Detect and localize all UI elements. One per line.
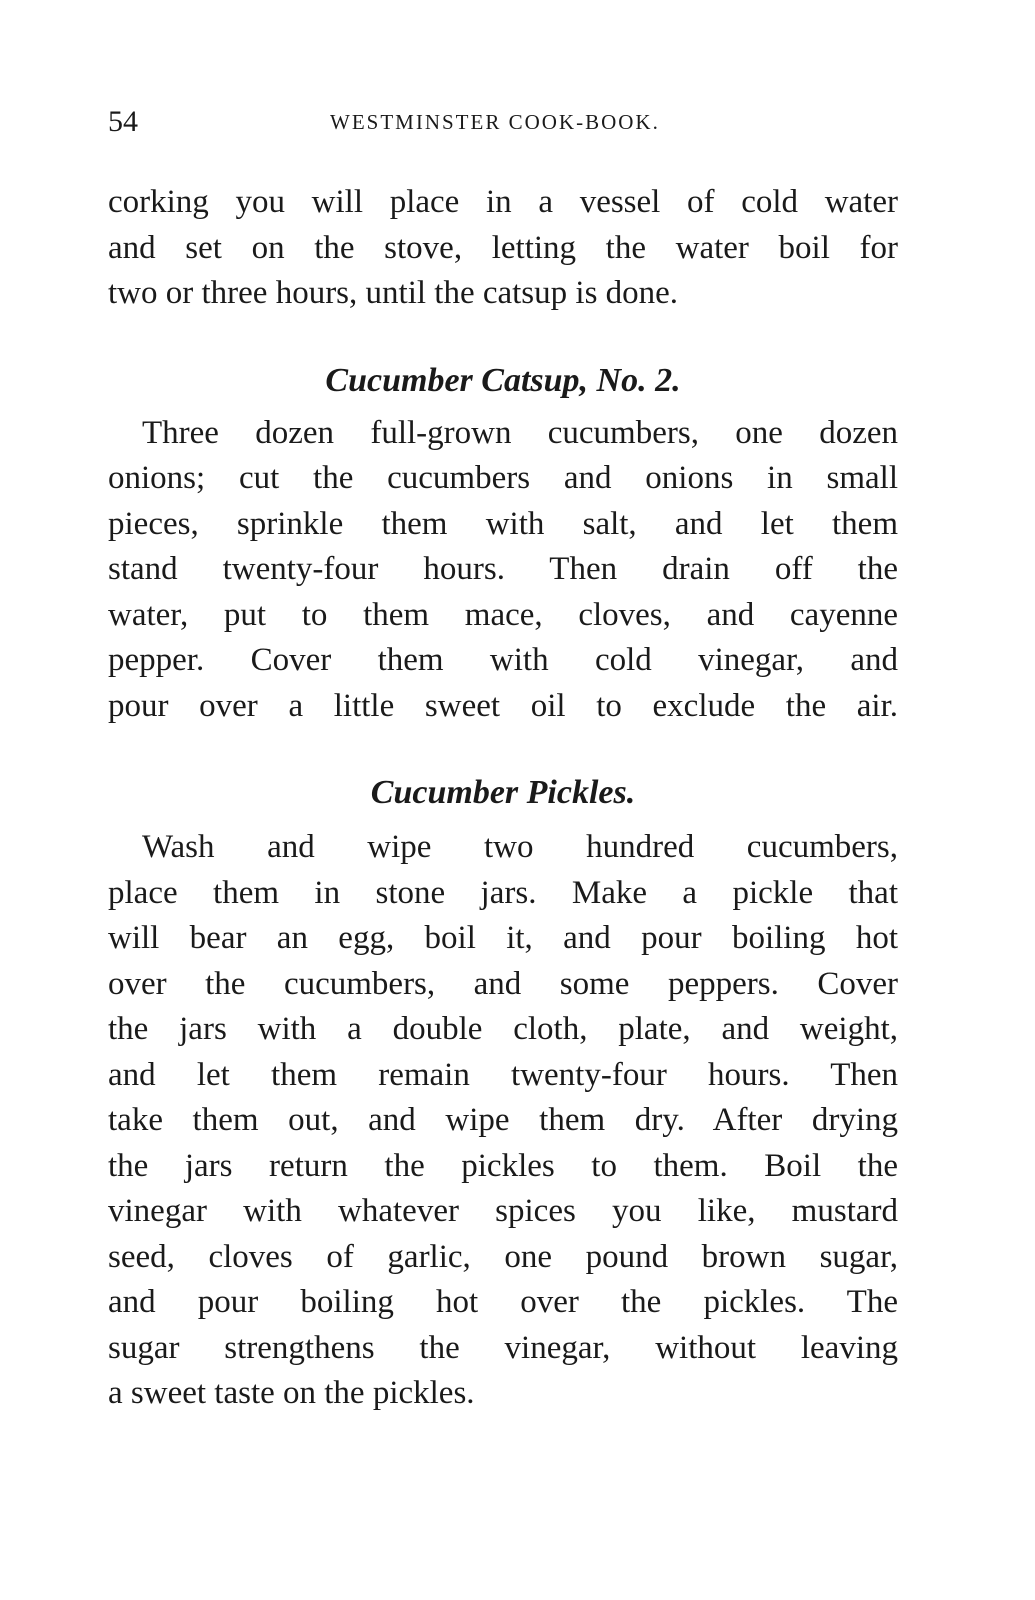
text-line: the jars return the pickles to them. Boil the <box>108 1147 898 1184</box>
text-line: and let them remain twenty-four hours. Then <box>108 1056 898 1093</box>
text-line: stand twenty-four hours. Then drain off the <box>108 551 898 587</box>
text-line: Wash and wipe two hundred cucumbers, <box>142 829 898 865</box>
text-line: take them out, and wipe them dry. After drying <box>108 1102 898 1138</box>
text-line: sugar strengthens the vinegar, without leaving <box>108 1329 898 1366</box>
recipe-body-cucumber-catsup <box>108 411 898 730</box>
recipe-body-cucumber-pickles <box>108 825 898 1417</box>
book-page <box>108 100 898 1417</box>
text-line: pieces, sprinkle them with salt, and let them <box>108 505 898 542</box>
text-line: over the cucumbers, and some peppers. Cover <box>108 965 898 1002</box>
continuation-paragraph <box>108 180 898 317</box>
text-line: pour over a little sweet oil to exclude the air. <box>108 687 898 724</box>
text-line: vinegar with whatever spices you like, mustard <box>108 1193 898 1229</box>
text-line: and set on the stove, letting the water boil for <box>108 229 898 266</box>
text-line: pepper. Cover them with cold vinegar, and <box>108 642 898 678</box>
recipe-title-cucumber-pickles: Cucumber Pickles. <box>370 774 636 811</box>
text-line: and pour boiling hot over the pickles. The <box>108 1284 898 1320</box>
page-number: 54 <box>108 105 138 138</box>
text-line: Three dozen full-grown cucumbers, one dozen <box>142 414 898 451</box>
text-line: two or three hours, until the catsup is done. <box>108 275 679 311</box>
running-title: WESTMINSTER COOK-BOOK. <box>330 110 660 134</box>
text-line: water, put to them mace, cloves, and cayenne <box>108 596 898 633</box>
recipe-title-cucumber-catsup: Cucumber Catsup, No. 2. <box>325 361 681 399</box>
text-line: will bear an egg, boil it, and pour boiling hot <box>108 920 898 956</box>
text-line: corking you will place in a vessel of cold water <box>108 184 898 220</box>
text-line: onions; cut the cucumbers and onions in small <box>108 460 898 496</box>
running-head <box>108 100 898 144</box>
text-line: a sweet taste on the pickles. <box>108 1375 475 1411</box>
text-line: seed, cloves of garlic, one pound brown sugar, <box>108 1238 898 1275</box>
text-line: the jars with a double cloth, plate, and weight, <box>108 1011 898 1047</box>
text-line: place them in stone jars. Make a pickle that <box>108 874 898 911</box>
